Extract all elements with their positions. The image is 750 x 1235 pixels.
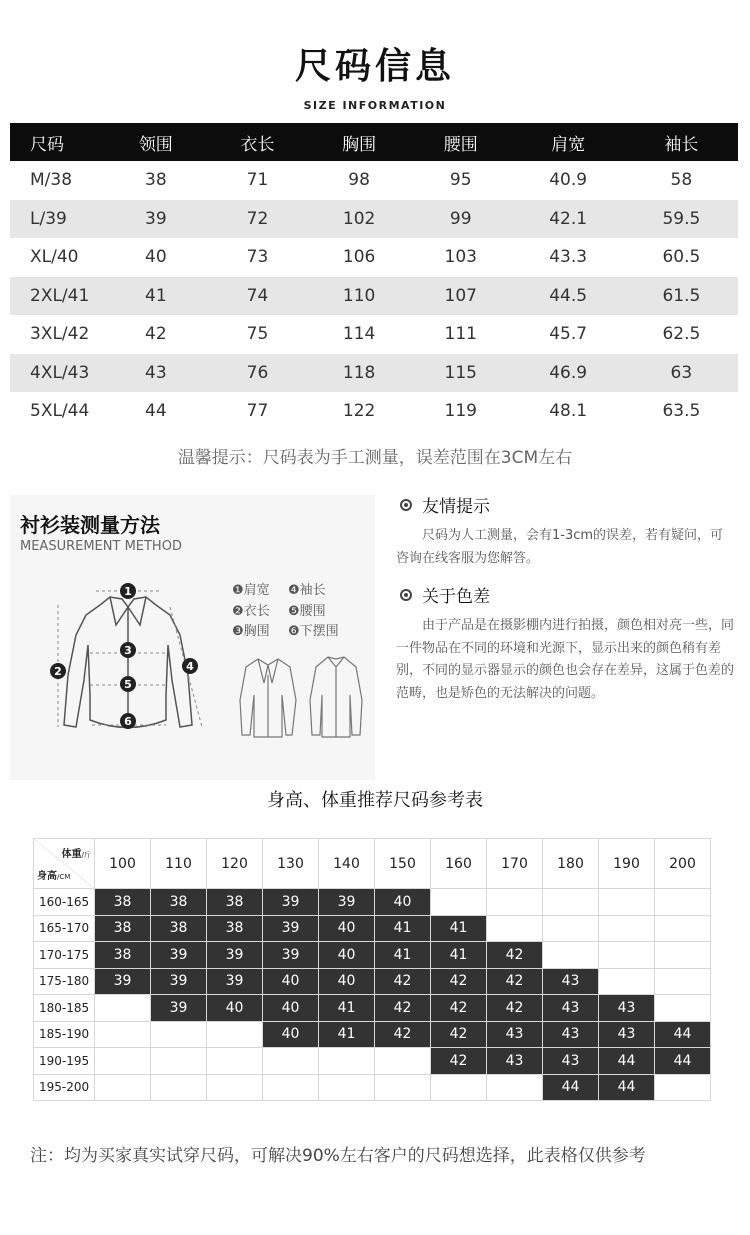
size-cell: 44.5 [512,277,625,316]
size-cell: 99 [410,200,512,239]
size-cell: 107 [410,277,512,316]
recommend-size-cell [431,1074,487,1101]
height-range-cell: 185-190 [34,1021,95,1048]
size-row [10,161,738,200]
recommend-size-cell: 43 [599,1021,655,1048]
weight-header-cell: 200 [655,839,711,889]
size-cell: 106 [308,238,410,277]
recommend-size-cell [487,915,543,942]
recommend-size-cell: 44 [655,1048,711,1075]
size-header-cell: 腰围 [410,123,512,161]
recommend-size-cell [655,1074,711,1101]
size-cell: 98 [308,161,410,200]
recommend-size-cell [151,1021,207,1048]
recommend-size-cell: 43 [543,1048,599,1075]
recommend-size-cell: 42 [375,995,431,1022]
recommend-size-cell: 41 [431,915,487,942]
recommend-size-cell: 44 [543,1074,599,1101]
recommend-size-cell [95,995,151,1022]
size-cell: 43 [105,354,207,393]
height-range-cell: 195-200 [34,1074,95,1101]
shirt-back-sketch [310,657,362,737]
size-cell: 42.1 [512,200,625,239]
measure-legend [232,581,344,643]
size-cell: 75 [207,315,309,354]
recommend-row [34,1048,711,1075]
recommend-size-cell: 38 [151,889,207,916]
size-cell: 43.3 [512,238,625,277]
size-cell: 46.9 [512,354,625,393]
jacket-front-sketch [240,659,296,737]
weight-header-cell: 100 [95,839,151,889]
size-row [10,277,738,316]
recommend-size-cell: 39 [151,942,207,969]
recommend-size-cell: 41 [375,915,431,942]
size-cell: 58 [625,161,738,200]
recommend-row [34,889,711,916]
height-range-cell: 180-185 [34,995,95,1022]
size-cell: 71 [207,161,309,200]
recommend-size-cell: 41 [375,942,431,969]
page-title: 尺码信息 [294,46,455,87]
recommend-row [34,995,711,1022]
recommend-size-cell: 42 [487,942,543,969]
legend-shoulder: ❶肩宽 [232,583,270,598]
bullet-icon [400,589,412,601]
recommend-size-cell: 40 [319,915,375,942]
recommend-size-cell [599,942,655,969]
size-cell: 73 [207,238,309,277]
legend-sleeve: ❹袖长 [288,583,326,598]
recommend-size-cell: 43 [543,968,599,995]
size-cell: 45.7 [512,315,625,354]
friendly-tip-heading [400,492,735,517]
size-cell: 119 [410,392,512,431]
size-cell: 2XL/41 [10,277,105,316]
recommend-size-cell [599,968,655,995]
recommend-row [34,1021,711,1048]
size-cell: 41 [105,277,207,316]
weight-header-cell: 160 [431,839,487,889]
recommend-size-cell: 43 [599,995,655,1022]
recommend-size-cell [151,1074,207,1101]
size-cell: 62.5 [625,315,738,354]
recommend-size-cell [375,1048,431,1075]
recommend-size-cell: 38 [95,889,151,916]
recommend-size-cell: 38 [207,915,263,942]
size-cell: 95 [410,161,512,200]
recommend-table-body [34,889,711,1101]
recommend-size-cell [207,1048,263,1075]
size-cell: 63.5 [625,392,738,431]
size-cell: 102 [308,200,410,239]
recommend-row [34,968,711,995]
recommend-size-cell [599,889,655,916]
recommend-size-cell: 40 [263,995,319,1022]
recommend-row [34,1074,711,1101]
recommend-size-cell [207,1074,263,1101]
size-cell: 77 [207,392,309,431]
height-range-cell: 160-165 [34,889,95,916]
size-row [10,354,738,393]
recommend-row [34,915,711,942]
recommend-size-cell [319,1074,375,1101]
size-header-cell: 尺码 [10,123,105,161]
size-cell: 38 [105,161,207,200]
recommend-size-cell [151,1048,207,1075]
recommend-size-cell: 39 [151,995,207,1022]
size-cell: 103 [410,238,512,277]
height-unit: /CM [57,873,71,881]
size-cell: 110 [308,277,410,316]
recommend-size-cell: 44 [599,1048,655,1075]
size-cell: 44 [105,392,207,431]
recommend-size-cell [599,915,655,942]
recommend-size-cell [375,1074,431,1101]
recommend-size-cell [655,942,711,969]
recommend-size-cell: 39 [319,889,375,916]
friendly-tip-text: 尺码为人工测量，会有1-3cm的误差，若有疑问，可咨询在线客服为您解答。 [396,528,724,566]
recommend-size-cell: 41 [431,942,487,969]
size-cell: 111 [410,315,512,354]
legend-waist: ❺腰围 [288,603,326,619]
recommend-size-cell: 39 [95,968,151,995]
notes-panel [396,492,735,705]
footnote: 注：均为买家真实试穿尺码，可解决90%左右客户的尺码想选择，此表格仅供参考 [30,1146,646,1166]
color-diff-text: 由于产品是在摄影棚内进行拍摄，颜色相对亮一些，同一件物品在不同的环境和光源下，显示出来的颜色稍有差别，不同的显示器显示的颜色也会存在差异，这属于色差的范畴，也是矫色的无法解决的问题。 [396,618,735,701]
size-row [10,392,738,431]
mark-1: 1 [124,585,132,598]
recommend-size-cell: 43 [487,1021,543,1048]
weight-header-cell: 140 [319,839,375,889]
recommend-header-row [34,839,711,889]
recommend-size-cell: 39 [263,942,319,969]
weight-header-cell: 190 [599,839,655,889]
recommend-size-cell: 38 [207,889,263,916]
recommend-size-cell: 38 [151,915,207,942]
measurement-tip: 温馨提示：尺码表为手工测量，误差范围在3CM左右 [177,448,573,468]
bullet-icon [400,499,412,511]
recommend-size-cell: 39 [207,942,263,969]
height-range-cell: 170-175 [34,942,95,969]
recommend-size-cell [543,915,599,942]
recommend-size-cell: 42 [375,1021,431,1048]
recommend-size-cell [207,1021,263,1048]
size-cell: 60.5 [625,238,738,277]
friendly-tip-title: 友情提示 [422,497,490,517]
recommend-size-cell [431,889,487,916]
recommend-title: 身高、体重推荐尺码参考表 [267,790,483,811]
size-cell: 115 [410,354,512,393]
recommend-size-cell [543,942,599,969]
size-cell: 118 [308,354,410,393]
recommend-size-cell: 41 [319,995,375,1022]
height-range-cell: 165-170 [34,915,95,942]
size-row [10,315,738,354]
size-header-cell: 肩宽 [512,123,625,161]
size-header-cell: 领围 [105,123,207,161]
recommend-size-cell: 40 [263,968,319,995]
recommend-row [34,942,711,969]
recommend-size-cell [655,968,711,995]
mark-5: 5 [124,678,132,691]
legend-chest: ❸胸围 [232,624,270,639]
recommend-size-cell: 39 [151,968,207,995]
weight-header-cell: 110 [151,839,207,889]
recommend-size-cell [95,1074,151,1101]
recommend-size-cell [487,889,543,916]
page-subtitle: SIZE INFORMATION [303,99,447,112]
recommend-size-cell: 40 [375,889,431,916]
size-table [10,123,738,431]
recommend-table [33,838,711,1101]
recommend-size-cell [263,1048,319,1075]
size-cell: M/38 [10,161,105,200]
size-cell: 42 [105,315,207,354]
size-cell: 39 [105,200,207,239]
recommend-size-cell: 42 [431,995,487,1022]
size-cell: 4XL/43 [10,354,105,393]
size-cell: 3XL/42 [10,315,105,354]
recommend-size-cell [263,1074,319,1101]
recommend-size-cell [319,1048,375,1075]
recommend-size-cell: 43 [543,1021,599,1048]
height-range-cell: 190-195 [34,1048,95,1075]
recommend-size-cell: 40 [263,1021,319,1048]
weight-header-cell: 180 [543,839,599,889]
size-cell: 72 [207,200,309,239]
color-diff-title: 关于色差 [422,587,490,607]
measurement-panel [10,495,375,780]
size-row [10,200,738,239]
recommend-size-cell [655,915,711,942]
size-row [10,238,738,277]
size-cell: 122 [308,392,410,431]
size-header-cell: 衣长 [207,123,309,161]
recommend-size-cell: 42 [431,1021,487,1048]
weight-header-cell: 130 [263,839,319,889]
size-cell: 48.1 [512,392,625,431]
measure-title: 衬衫装测量方法 [20,513,160,537]
measure-subtitle: MEASUREMENT METHOD [20,539,182,554]
recommend-size-cell [655,889,711,916]
legend-length: ❷衣长 [232,603,270,619]
size-header-cell: 胸围 [308,123,410,161]
recommend-size-cell: 43 [543,995,599,1022]
size-cell: 40.9 [512,161,625,200]
recommend-size-cell: 42 [487,995,543,1022]
weight-header-cell: 120 [207,839,263,889]
size-cell: 59.5 [625,200,738,239]
size-cell: 114 [308,315,410,354]
recommend-size-cell: 42 [431,968,487,995]
recommend-size-cell [655,995,711,1022]
recommend-size-cell: 43 [487,1048,543,1075]
recommend-size-cell [543,889,599,916]
legend-hem: ❻下摆围 [288,624,339,639]
mark-2: 2 [54,665,62,678]
recommend-size-cell: 40 [319,942,375,969]
size-cell: 40 [105,238,207,277]
recommend-size-cell: 42 [487,968,543,995]
recommend-size-cell [95,1021,151,1048]
mark-4: 4 [186,660,194,673]
size-cell: 76 [207,354,309,393]
size-header-cell: 袖长 [625,123,738,161]
height-range-cell: 175-180 [34,968,95,995]
mark-6: 6 [124,715,132,728]
color-diff-heading [400,582,735,607]
title-block [0,38,750,112]
mark-3: 3 [124,644,132,657]
size-cell: 74 [207,277,309,316]
weight-header-cell: 170 [487,839,543,889]
size-cell: 5XL/44 [10,392,105,431]
recommend-size-cell: 39 [263,915,319,942]
recommend-corner-cell [34,839,95,889]
recommend-size-cell: 44 [655,1021,711,1048]
size-cell: XL/40 [10,238,105,277]
recommend-size-cell: 38 [95,942,151,969]
recommend-size-cell: 41 [319,1021,375,1048]
recommend-size-cell: 39 [263,889,319,916]
size-table-header [10,123,738,161]
size-cell: L/39 [10,200,105,239]
size-cell: 63 [625,354,738,393]
weight-header-cell: 150 [375,839,431,889]
recommend-size-cell: 44 [599,1074,655,1101]
recommend-size-cell: 39 [207,968,263,995]
recommend-size-cell: 38 [95,915,151,942]
weight-unit: /斤 [81,851,91,859]
recommend-size-cell [95,1048,151,1075]
size-cell: 61.5 [625,277,738,316]
recommend-size-cell: 40 [207,995,263,1022]
weight-label: 体重 [61,849,82,860]
recommend-size-cell: 40 [319,968,375,995]
recommend-size-cell [487,1074,543,1101]
recommend-size-cell: 42 [431,1048,487,1075]
size-table-body [10,161,738,431]
height-label: 身高 [37,871,57,882]
recommend-size-cell: 42 [375,968,431,995]
